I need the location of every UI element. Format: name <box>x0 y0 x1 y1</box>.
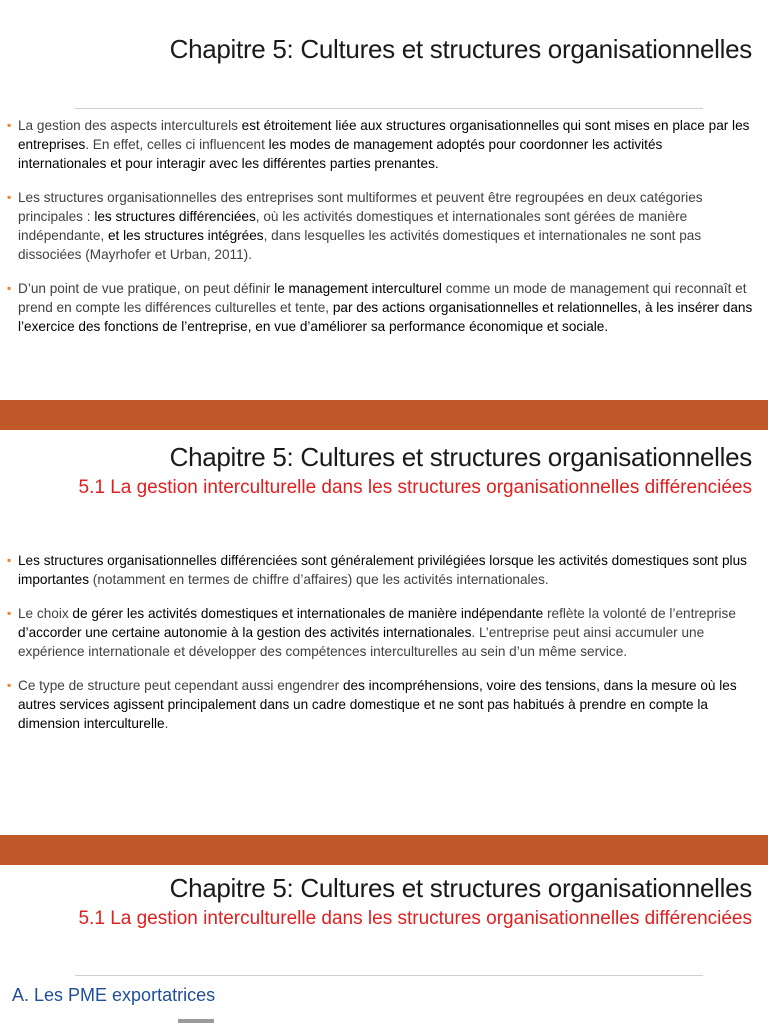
body-text: Ce type de structure peut cependant aussi engendrer <box>18 678 343 693</box>
bullet-item <box>5 676 753 733</box>
body-text: reflète la volonté de l’entreprise <box>543 606 736 621</box>
bullet-marker-icon: ▪ <box>7 678 12 692</box>
slide-subtitle: 5.1 La gestion interculturelle dans les structures organisationnelles différenciées <box>78 908 752 929</box>
slide-subtitle: 5.1 La gestion interculturelle dans les structures organisationnelles différenciées <box>78 477 752 498</box>
body-text: D’un point de vue pratique, on peut définir <box>18 281 275 296</box>
body-text: . En effet, celles ci influencent <box>85 137 269 152</box>
slide-title: Chapitre 5: Cultures et structures organisationnelles <box>169 34 752 64</box>
bullet-marker-icon: ▪ <box>7 281 12 295</box>
bullet-marker-icon: ▪ <box>7 606 12 620</box>
body-text: . <box>164 716 169 731</box>
bullet-item <box>5 116 753 173</box>
body-text: , dans lesquelles les activités domestiques et internationales ne sont pas dissociées (Mayrhofer et Urban, 2011). <box>18 228 702 262</box>
bullet-marker-icon: ▪ <box>7 118 12 132</box>
bullet-item <box>5 188 753 264</box>
bold-text: de gérer les activités domestiques et internationales de manière indépendante <box>72 606 544 621</box>
body-text: . L’entreprise peut ainsi accumuler une expérience internationale et développer des compétences interculturelles au sein d’un même service. <box>18 625 705 659</box>
bold-text: par des actions organisationnelles et relationnelles, à les insérer dans l’exercice des fonctions de l’entreprise, en vue d’améliorer sa performance économique et sociale. <box>18 300 753 334</box>
body-text: (notamment en termes de chiffre d’affaires) que les activités internationales. <box>89 572 549 587</box>
body-text: La gestion des aspects interculturels <box>18 118 242 133</box>
bullet-marker-icon: ▪ <box>7 190 12 204</box>
bold-text: d’accorder une certaine autonomie à la gestion des activités internationales <box>18 625 472 640</box>
bullet-item <box>5 279 753 336</box>
body-text: Les structures organisationnelles des entreprises sont multiformes et peuvent être regroupées en deux catégories principales : <box>18 190 703 224</box>
bold-text: le management interculturel <box>274 281 442 296</box>
bullet-marker-icon: ▪ <box>7 553 12 567</box>
body-text: , où les activités domestiques et internationales sont gérées de manière indépendante, <box>18 209 688 243</box>
bullet-item <box>5 604 753 661</box>
partial-element <box>178 1019 214 1023</box>
bold-text: Les structures organisationnelles différenciées sont généralement privilégiées lorsque les activités domestiques sont plus importantes <box>18 553 747 587</box>
bold-text: des incompréhensions, voire des tensions, dans la mesure où les autres services agissent principalement dans un cadre domestique et ne sont pas habitués à prendre en compte la dimension interculturelle <box>18 678 737 731</box>
bullet-list <box>5 116 753 336</box>
slide-3 <box>0 865 768 1024</box>
bold-text: les structures différenciées <box>94 209 256 224</box>
slide-title: Chapitre 5: Cultures et structures organisationnelles <box>169 873 752 903</box>
body-text: Le choix <box>18 606 73 621</box>
body-text: comme un mode de management qui reconnaît et prend en compte les différences culturelles et tente, <box>18 281 747 315</box>
title-divider <box>75 108 703 109</box>
slide-separator-band <box>0 835 768 865</box>
bold-text: les modes de management adoptés pour coordonner les activités internationales et pour interagir avec les différentes parties prenantes. <box>18 137 663 171</box>
section-heading: A. Les PME exportatrices <box>12 985 216 1005</box>
slide-title: Chapitre 5: Cultures et structures organisationnelles <box>169 442 752 472</box>
bullet-item <box>5 551 753 589</box>
slide-1 <box>0 0 768 400</box>
title-divider <box>75 975 703 976</box>
bold-text: et les structures intégrées <box>107 228 264 243</box>
slide-2 <box>0 430 768 835</box>
slide-separator-band <box>0 400 768 430</box>
bullet-list <box>5 551 753 733</box>
bold-text: est étroitement liée aux structures organisationnelles qui sont mises en place par les entreprises <box>18 118 750 152</box>
